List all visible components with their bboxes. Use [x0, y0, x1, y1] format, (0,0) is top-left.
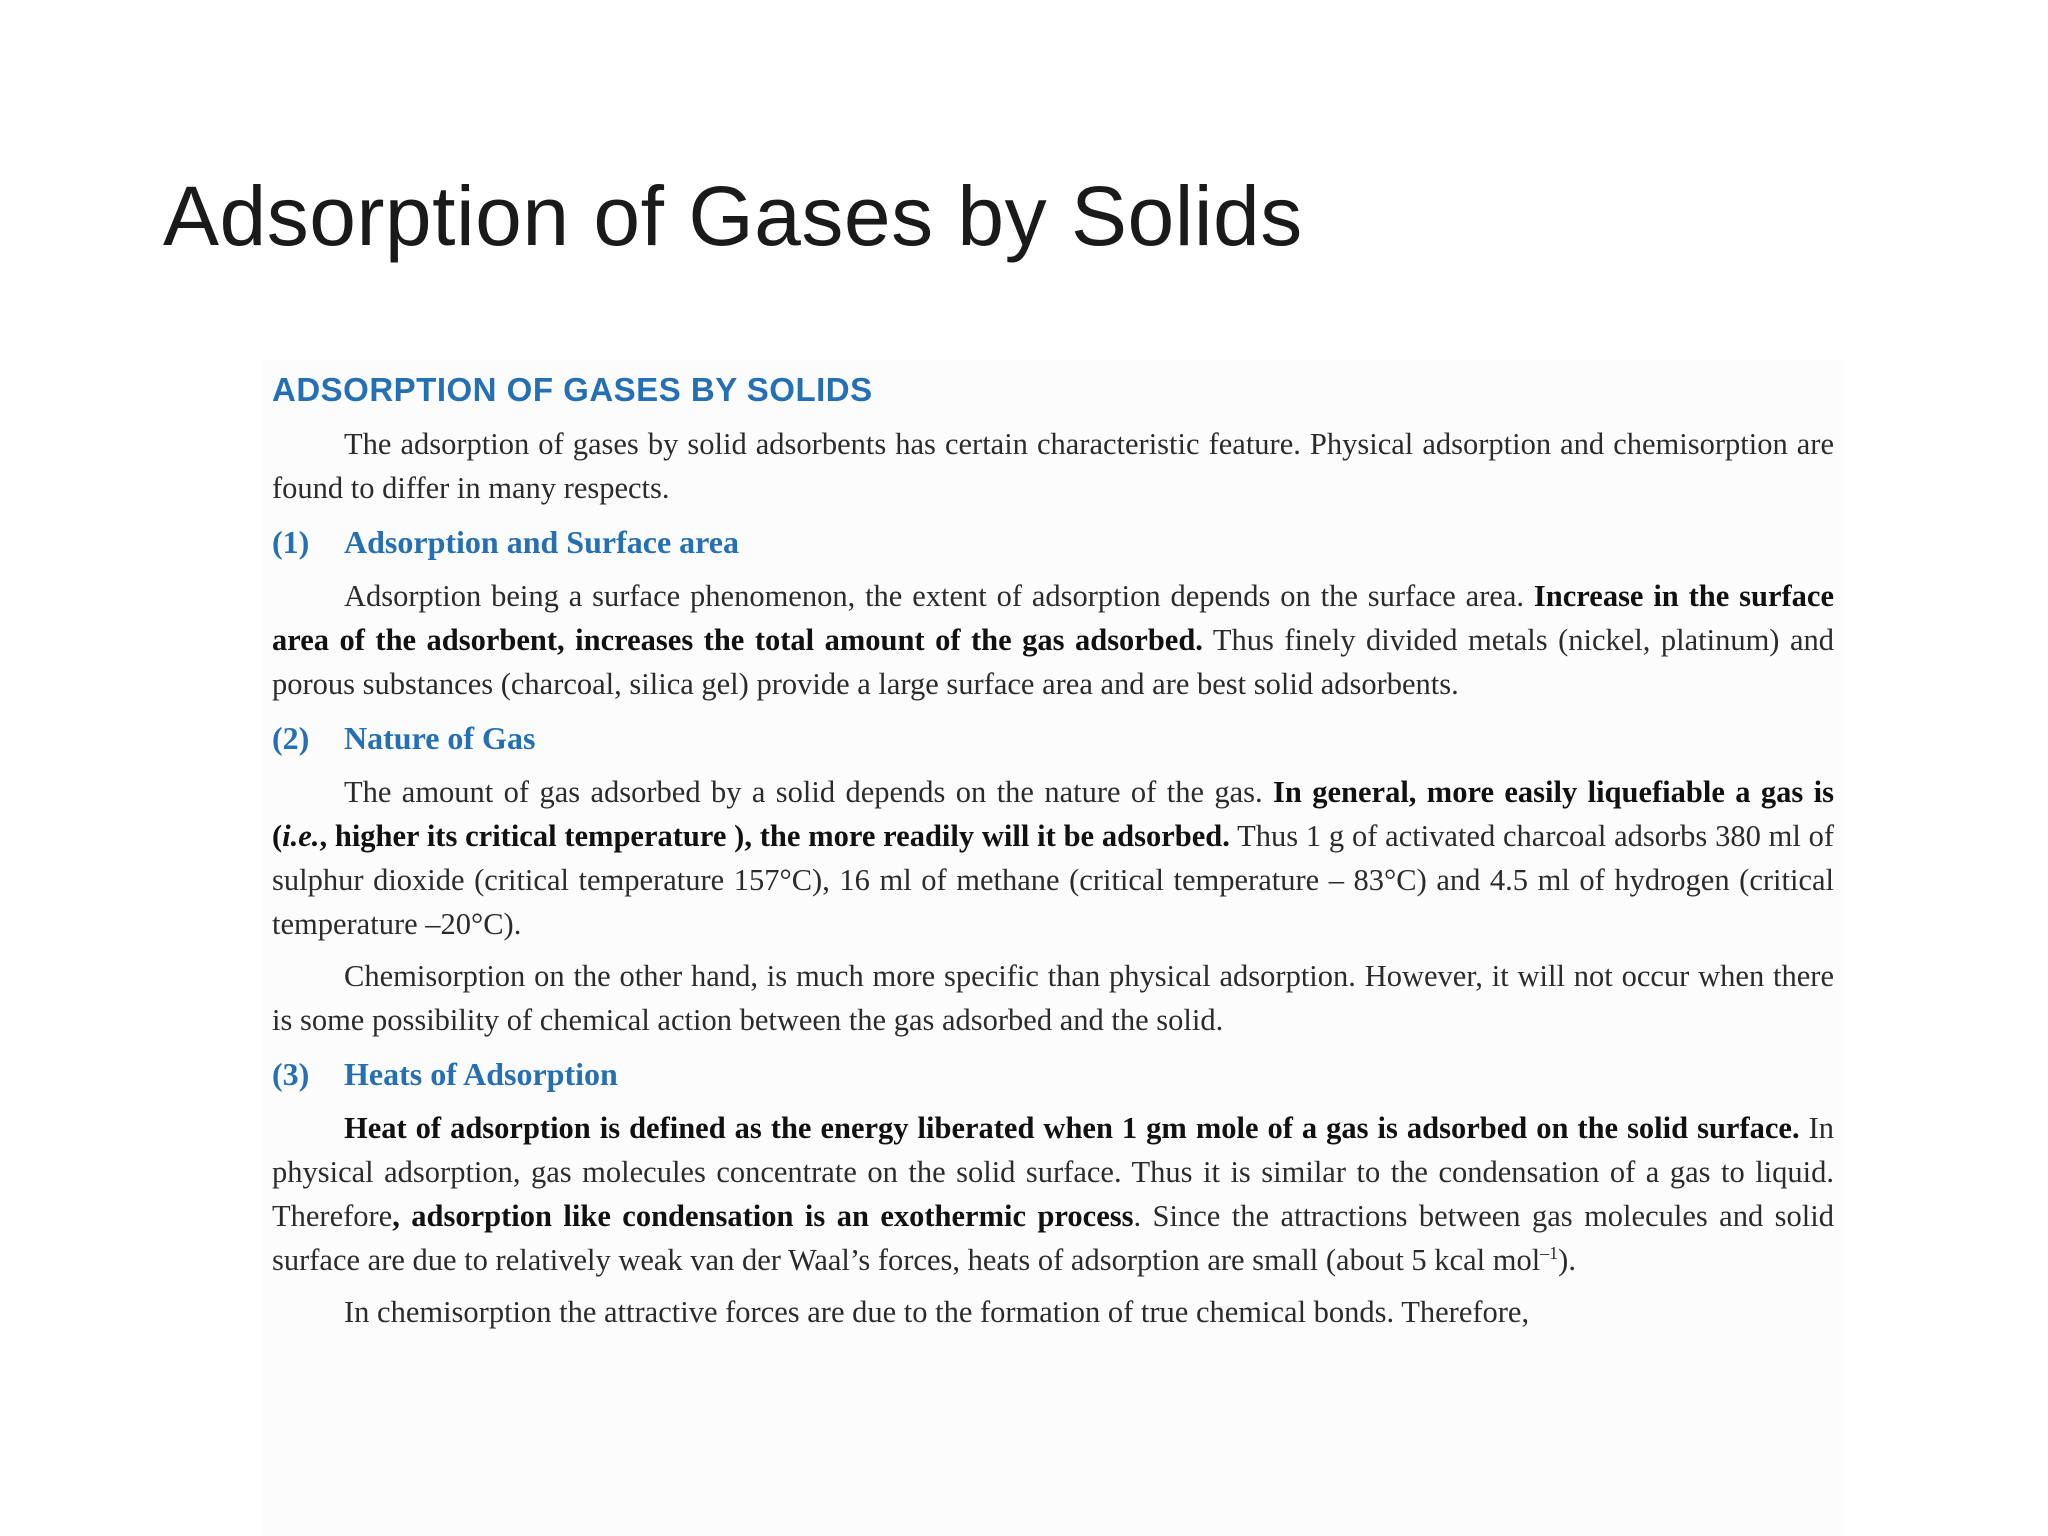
- section-heading: ADSORPTION OF GASES BY SOLIDS: [272, 371, 873, 408]
- chemisorption-paragraph: Chemisorption on the other hand, is much more specific than physical adsorption. However, it will not occur when there is some possibility of chemical action between the gas adsorbed and the solid.: [272, 959, 1834, 1037]
- bold-statement: In general, more easily liquefiable a gas is (i.e., higher its critical temperature ), the more readily will it be adsorbed.: [272, 775, 1834, 853]
- subheading-title: Heats of Adsorption: [344, 1056, 618, 1092]
- subheading-surface-area: [272, 520, 1834, 564]
- subheading-heats-of-adsorption: [272, 1052, 1834, 1096]
- intro-paragraph: The adsorption of gases by solid adsorbents has certain characteristic feature. Physical adsorption and chemisorption are found to differ in many respects.: [272, 427, 1834, 505]
- subheading-nature-of-gas: [272, 716, 1834, 760]
- subheading-title: Adsorption and Surface area: [344, 524, 739, 560]
- slide-title: Adsorption of Gases by Solids: [163, 169, 1303, 263]
- nature-of-gas-paragraph: The amount of gas adsorbed by a solid depends on the nature of the gas. In general, more easily liquefiable a gas is (i.e., higher its critical temperature ), the more readily will it be adsorbed. Thus 1 g of activated charcoal adsorbs 380 ml of sulphur dioxide (critical temperature 157°C), 16 ml of methane (critical temperature – 83°C) and 4.5 ml of hydrogen (critical temperature –20°C).: [272, 775, 1835, 941]
- heats-paragraph: Heat of adsorption is defined as the energy liberated when 1 gm mole of a gas is adsorbed on the solid surface. In physical adsorption, gas molecules concentrate on the solid surface. Thus it is similar to the condensation of a gas to liquid. Therefore, adsorption like condensation is an exothermic process. Since the attractions between gas molecules and solid surface are due to relatively weak van der Waal’s forces, heats of adsorption are small (about 5 kcal mol$^{-1}$).: [272, 1111, 1834, 1277]
- textbook-scan: [262, 360, 1844, 1536]
- scan-content: [272, 370, 1834, 1334]
- subheading-title: Nature of Gas: [344, 720, 536, 756]
- subheading-number: (2): [272, 720, 310, 756]
- chemisorption-bonds-paragraph: In chemisorption the attractive forces are due to the formation of true chemical bonds. Therefore,: [344, 1295, 1530, 1329]
- subheading-number: (3): [272, 1056, 310, 1092]
- subheading-number: (1): [272, 524, 310, 560]
- surface-area-paragraph: Adsorption being a surface phenomenon, the extent of adsorption depends on the surface area. Increase in the surface area of the adsorbent, increases the total amount of the gas adsorbed. Thus finely divided metals (nickel, platinum) and porous substances (charcoal, silica gel) provide a large surface area and are best solid adsorbents.: [272, 579, 1834, 701]
- bold-statement: , adsorption like condensation is an exothermic process: [392, 1199, 1134, 1233]
- bold-definition: Heat of adsorption is defined as the energy liberated when 1 gm mole of a gas is adsorbed on the solid surface.: [344, 1111, 1800, 1145]
- bold-statement: Increase in the surface area of the adsorbent, increases the total amount of the gas adsorbed.: [272, 579, 1834, 657]
